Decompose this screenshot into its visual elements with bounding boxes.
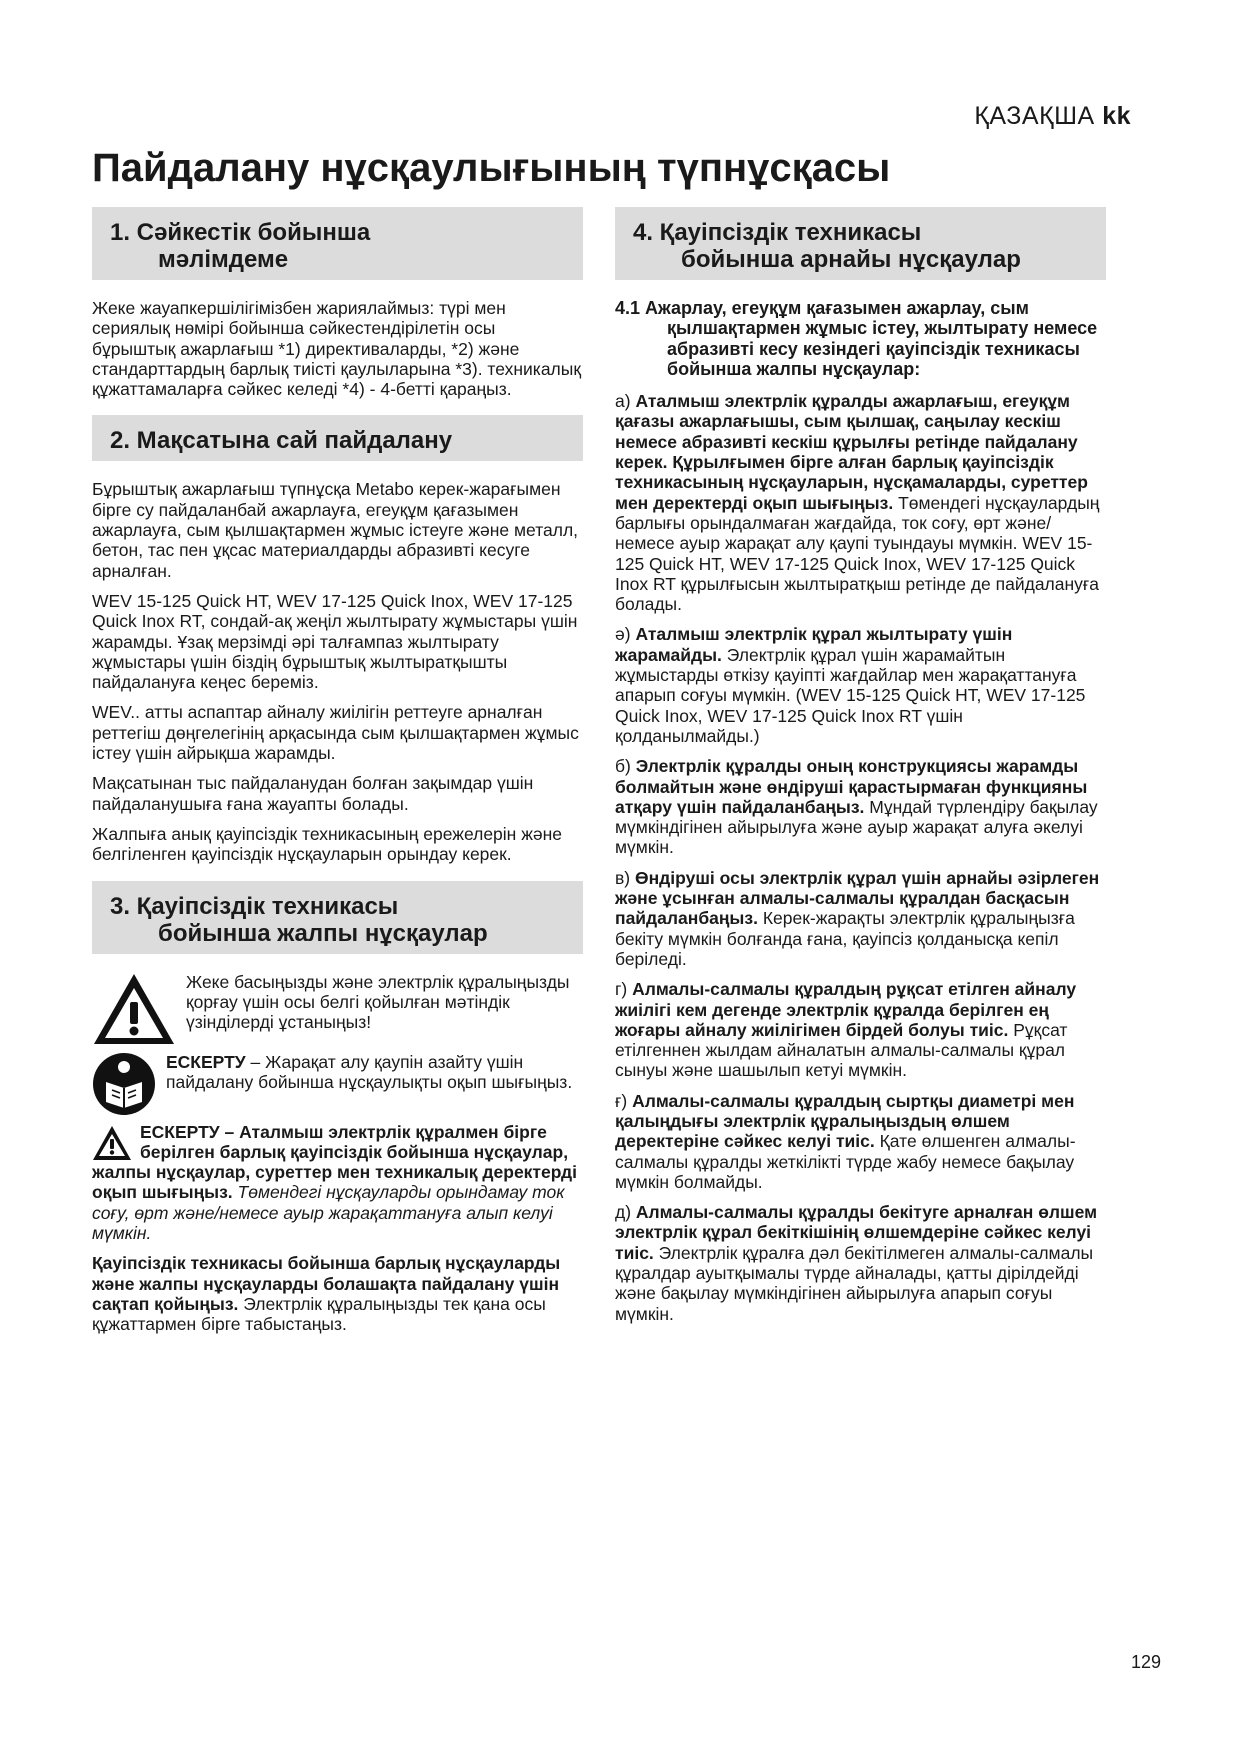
language-label: ҚАЗАҚША kk xyxy=(974,102,1131,130)
paragraph: Мақсатынан тыс пайдаланудан болған зақымдар үшін пайдаланушыға ғана жауапты болады. xyxy=(92,773,534,814)
read-manual-note xyxy=(92,1052,583,1116)
safety-item-g: г) Алмалы-салмалы құралдың рұқсат етілген айналу жиілігі кем дегенде электрлік құралда берілген ең жоғары айналу жиілігімен бірдей болуы тиіс. Рұқсат етілгеннен жылдам айналатын алмалы-салмалы құрал сынуы және шашылып кетуі мүмкін. xyxy=(615,979,1077,1081)
warning-triangle-icon xyxy=(92,1125,132,1161)
page-number: 129 xyxy=(1130,1652,1161,1672)
left-column xyxy=(92,207,583,1345)
section-2-body xyxy=(92,479,583,864)
section-1-heading: 1. Сәйкестік бойынша мәлімдеме xyxy=(92,207,583,280)
keep-instructions: Қауіпсіздік техникасы бойынша барлық нұсқауларды және жалпы нұсқауларды болашақта пайдалану үшін сақтап қойыңыз. Электрлік құралыңызды тек қана осы құжаттармен бірге табыстаңыз. xyxy=(92,1253,561,1335)
paragraph: Жалпыға анық қауіпсіздік техникасының ережелерін және белгіленген қауіпсіздік нұсқауларын орындау керек. xyxy=(92,823,563,865)
section-3-heading: 3. Қауіпсіздік техникасы бойынша жалпы нұсқаулар xyxy=(92,881,583,954)
subsection-4-1-heading: 4.1 Ажарлау, егеуқұм қағазымен ажарлау, сым қылшақтармен жұмыс істеу, жылтырату немесе абразивті кесу кезіндегі қауіпсіздік техникасы бойынша жалпы нұсқаулар: xyxy=(615,298,1098,379)
read-manual-text: ЕСКЕРТУ – Жарақат алу қаупін азайту үшін пайдалану бойынша нұсқаулықты оқып шығыңыз. xyxy=(166,1051,573,1092)
safety-item-gh: ғ) Алмалы-салмалы құралдың сыртқы диаметрі мен қалыңдығы электрлік құралыңыздың өлшем деректеріне сәйкес келуі тиіс. Қате өлшенген алмалы-салмалы құралды жеткілікті түрде жабу немесе бақылау мүмкін болмайды. xyxy=(615,1090,1076,1192)
warning-note xyxy=(92,972,583,1046)
section-3-body xyxy=(92,972,583,1335)
warning-triangle-icon xyxy=(92,972,176,1046)
section-1-body xyxy=(92,298,583,399)
paragraph: Бұрыштық ажарлағыш түпнұсқа Metabo керек-жарағымен бірге су пайдаланбай ажарлауға, егеуқұм қағазымен ажарлауға, сым қылшақтармен жұмыс істеуге және металл, бетон, тас пен ұқсас материалдарды абразивті кесуге арналған. xyxy=(92,479,579,581)
section-2-heading: 2. Мақсатына сай пайдалану xyxy=(92,415,583,461)
warning-text: Жеке басыңызды және электрлік құралыңызды қорғау үшін осы белгі қойылған мәтіндік үзінділерді ұстаныңыз! xyxy=(186,971,570,1033)
paragraph: WEV.. атты аспаптар айналу жиілігін реттеуге арналған реттегіш дөңгелегінің арқасында сым қылшақтармен жұмыс істеу үшін айрықша жарамды. xyxy=(92,702,579,764)
section-4-heading: 4. Қауіпсіздік техникасы бойынша арнайы нұсқаулар xyxy=(615,207,1106,280)
right-column xyxy=(615,207,1106,1334)
page-title: Пайдалану нұсқаулығының түпнұсқасы xyxy=(92,146,891,190)
section-4-body xyxy=(615,298,1106,1324)
safety-item-ae: ә) Аталмыш электрлік құрал жылтырату үшін жарамайды. Электрлік құрал үшін жарамайтын жұмыстарды өткізу қауіпті жағдайлар мен жарақаттануға апарып соғуы мүмкін. (WEV 15-125 Quick HT, WEV 17-125 Quick Inox, WEV 17-125 Quick Inox RT үшін қолданылмайды.) xyxy=(615,624,1086,746)
general-warning: ЕСКЕРТУ – Аталмыш электрлік құралмен бірге берілген барлық қауіпсіздік бойынша нұсқаулар, жалпы нұсқаулар, суреттер мен техникалық деректерді оқып шығыңыз. Төмендегі нұсқауларды орындамау ток соғу, өрт және/немесе ауыр жарақаттануға алып келуі мүмкін. xyxy=(92,1121,577,1244)
read-manual-icon xyxy=(92,1052,156,1116)
safety-item-b: б) Электрлік құралды оның конструкциясы жарамды болмайтын және өндіруші қарастырмаған функцияны атқару үшін пайдаланбаңыз. Мұндай түрлендіру бақылау мүмкіндігінен айырылуға және ауыр жарақат алуға әкелуі мүмкін. xyxy=(615,756,1098,858)
paragraph: WEV 15-125 Quick HT, WEV 17-125 Quick Inox, WEV 17-125 Quick Inox RT, сондай-ақ жеңіл жылтырату жұмыстары үшін жарамды. Ұзақ мерзімді әрі талғампаз жылтырату жұмыстары үшін біздің бұрыштық жылтыратқышты пайдалануға кеңес береміз. xyxy=(92,590,578,693)
declaration-text: Жеке жауапкершілігімізбен жариялаймыз: түрі мен сериялық нөмірі бойынша сәйкестендірілетін осы бұрыштық ажарлағыш *1) директиваларды, *2) және стандарттардың барлық тиісті қаулыларына *3). техникалық құжаттамаларға сәйкес келеді *4) - 4-бетті қараңыз. xyxy=(92,298,581,400)
safety-item-a: а) Аталмыш электрлік құралды ажарлағыш, егеуқұм қағазы ажарлағышы, сым қылшақ, саңылау кескіш немесе абразивті кескіш құрылғы ретінде пайдалану керек. Құрылғымен бірге алған барлық қауіпсіздік техникасының нұсқауларын, нұсқамаларды, суреттер мен деректерді оқып шығыңыз. Төмендегі нұсқаулардың барлығы орындалмаған жағдайда, ток соғу, өрт және/немесе ауыр жарақат алу қаупі туындауы мүмкін. WEV 15-125 Quick HT, WEV 17-125 Quick Inox, WEV 17-125 Quick Inox RT құрылғысын жылтыратқыш ретінде де пайдалануға болады. xyxy=(615,391,1100,615)
safety-item-v: в) Өндіруші осы электрлік құрал үшін арнайы әзірлеген және ұсынған алмалы-салмалы құралдан басқасын пайдаланбаңыз. Керек-жарақты электрлік құралыңызға бекіту мүмкін болғанда ғана, қауіпсіз қолданысқа кепіл беріледі. xyxy=(615,867,1100,969)
safety-item-d: д) Алмалы-салмалы құралды бекітуге арналған өлшем электрлік құрал бекіткішінің өлшемдеріне сәйкес келуі тиіс. Электрлік құралға дәл бекітілмеген алмалы-салмалы құралдар ауытқымалы түрде айналады, қатты дірілдейді және бақылау мүмкіндігінен айырылуға апарып соғуы мүмкін. xyxy=(615,1202,1098,1324)
